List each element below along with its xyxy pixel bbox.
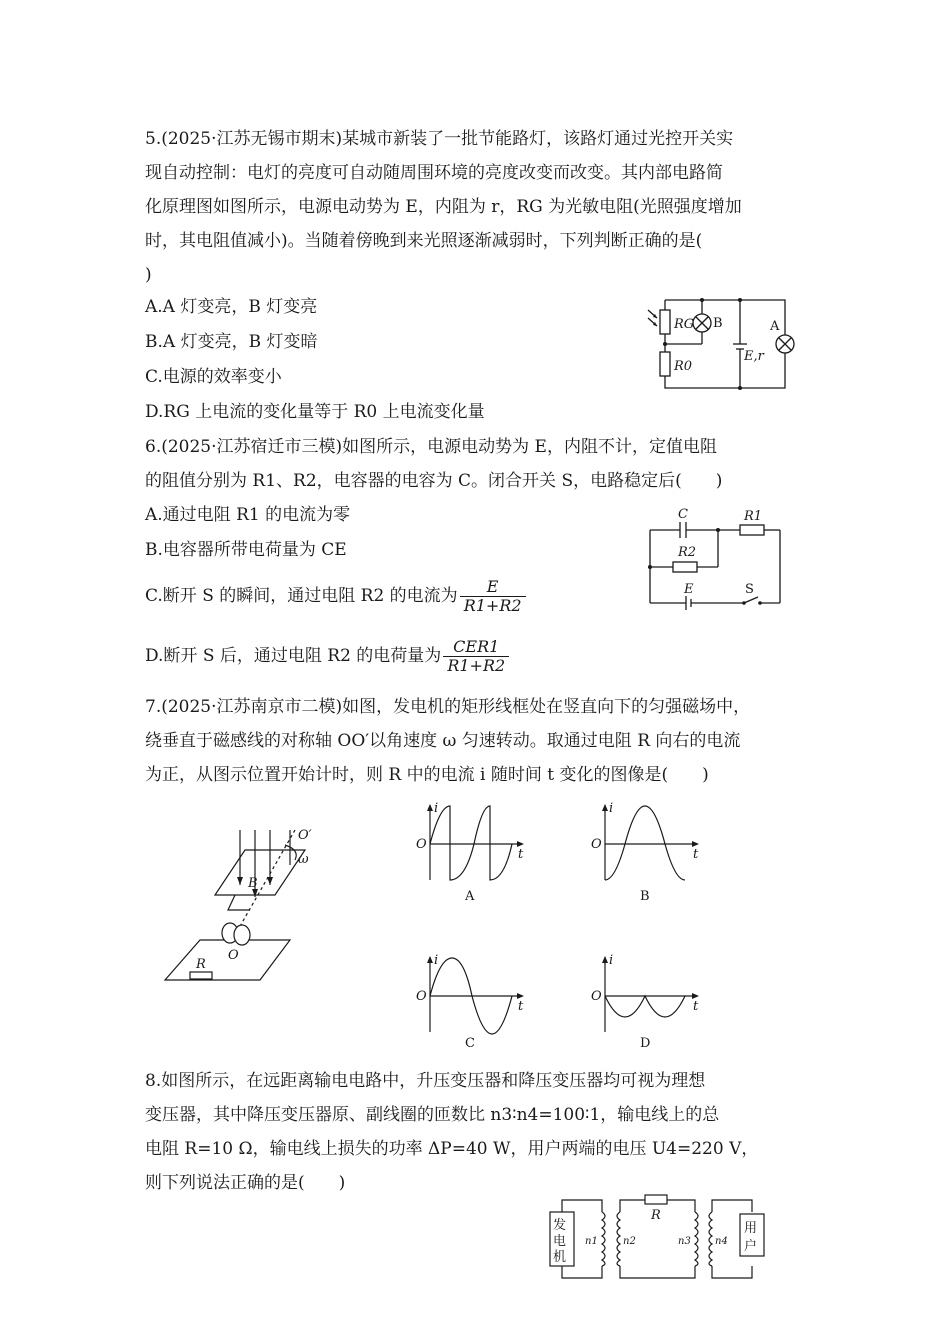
- q6-option-d-fraction: [443, 638, 509, 675]
- q6-label-s: S: [745, 582, 754, 597]
- fraction-numerator: CER1: [443, 638, 509, 657]
- question-6-stem: [145, 430, 825, 498]
- graph-i-label: i: [609, 801, 614, 816]
- fraction-denominator: R1+R2: [447, 656, 506, 675]
- question-8-stem: [145, 1064, 825, 1200]
- graph-t-label: t: [518, 847, 524, 862]
- q5-label-r0: R0: [674, 359, 693, 374]
- q7-graph-b[interactable]: [585, 800, 715, 905]
- q5-line: 化原理图如图所示，电源电动势为 E，内阻为 r，RG 为光敏电阻(光照强度增加: [145, 197, 742, 217]
- q6-label-r1: R1: [744, 509, 763, 524]
- graph-origin-label: O: [591, 989, 602, 1004]
- q5-option-b[interactable]: B.A 灯变亮，B 灯变暗: [145, 332, 318, 352]
- graph-t-label: t: [518, 999, 524, 1014]
- q6-option-c[interactable]: [145, 578, 526, 615]
- graph-origin-label: O: [416, 837, 427, 852]
- fraction-denominator: R1+R2: [463, 596, 522, 615]
- q8-label-n1: n1: [585, 1236, 598, 1247]
- graph-i-label: i: [609, 953, 614, 968]
- q7-graph-c[interactable]: [410, 952, 540, 1057]
- q5-line: 5.(2025·江苏无锡市期末)某城市新装了一批节能路灯，该路灯通过光控开关实: [145, 129, 734, 149]
- q8-line: 变压器，其中降压变压器原、副线圈的匝数比 n3∶n4=100∶1，输电线上的总: [145, 1105, 720, 1125]
- q7-line: 绕垂直于磁感线的对称轴 OO′以角速度 ω 匀速转动。取通过电阻 R 向右的电流: [145, 731, 741, 751]
- q5-option-a[interactable]: A.A 灯变亮，B 灯变亮: [145, 297, 318, 317]
- q5-circuit-diagram: [640, 288, 810, 398]
- q6-circuit-diagram: [640, 505, 790, 610]
- q7-generator-diagram: [160, 825, 320, 985]
- q5-option-d[interactable]: D.RG 上电流的变化量等于 R0 上电流变化量: [145, 402, 485, 422]
- graph-t-label: t: [693, 999, 699, 1014]
- q8-generator-char: 发: [553, 1218, 567, 1233]
- q8-label-n4: n4: [715, 1236, 728, 1247]
- q6-option-c-fraction: [460, 578, 526, 615]
- q8-line: 电阻 R=10 Ω，输电线上损失的功率 ΔP=40 W，用户两端的电压 U4=220 V，: [145, 1139, 759, 1159]
- q6-line: 6.(2025·江苏宿迁市三模)如图所示，电源电动势为 E，内阻不计，定值电阻: [145, 437, 717, 457]
- graph-d-caption: D: [640, 1036, 651, 1051]
- question-5-stem: [145, 122, 825, 292]
- q7-label-r: R: [196, 957, 206, 972]
- q6-label-c: C: [678, 507, 688, 522]
- q6-option-d-text: D.断开 S 后，通过电阻 R2 的电荷量为: [145, 646, 442, 666]
- q8-line: 8.如图所示，在远距离输电电路中，升压变压器和降压变压器均可视为理想: [145, 1071, 706, 1091]
- q5-option-c[interactable]: C.电源的效率变小: [145, 367, 282, 387]
- graph-i-label: i: [434, 801, 439, 816]
- q5-line: 现自动控制：电灯的亮度可自动随周围环境的亮度改变而改变。其内部电路简: [145, 163, 723, 183]
- graph-b-caption: B: [640, 889, 650, 904]
- q6-line: 的阻值分别为 R1、R2，电容器的电容为 C。闭合开关 S，电路稳定后( ): [145, 471, 723, 491]
- q7-label-oprime: O′: [298, 828, 312, 843]
- graph-origin-label: O: [416, 989, 427, 1004]
- q7-label-b: B: [248, 876, 258, 891]
- q5-label-rg: RG: [674, 317, 695, 332]
- q7-label-o: O: [228, 948, 239, 963]
- q7-graph-d[interactable]: [585, 952, 715, 1057]
- q6-label-e: E: [684, 582, 694, 597]
- q6-option-b[interactable]: B.电容器所带电荷量为 CE: [145, 540, 347, 560]
- graph-c-caption: C: [465, 1036, 475, 1051]
- q5-label-b: B: [713, 316, 723, 331]
- q5-label-er: E,r: [744, 349, 764, 364]
- q8-line: 则下列说法正确的是( ): [145, 1173, 346, 1193]
- q8-label-n3: n3: [678, 1236, 691, 1247]
- q8-transmission-diagram: [545, 1192, 775, 1284]
- q6-option-a[interactable]: A.通过电阻 R1 的电流为零: [145, 505, 351, 525]
- graph-origin-label: O: [591, 837, 602, 852]
- q6-label-r2: R2: [678, 545, 697, 560]
- graph-a-caption: A: [465, 889, 475, 904]
- q6-option-c-text: C.断开 S 的瞬间，通过电阻 R2 的电流为: [145, 586, 458, 606]
- q8-label-r: R: [651, 1208, 661, 1223]
- q6-option-d[interactable]: [145, 638, 509, 675]
- q8-label-n2: n2: [623, 1236, 636, 1247]
- q8-user-char: 户: [744, 1239, 758, 1254]
- graph-i-label: i: [434, 953, 439, 968]
- q7-label-omega: ω: [298, 852, 309, 867]
- q5-line: ): [145, 265, 152, 285]
- q8-generator-char: 电: [553, 1234, 567, 1249]
- graph-t-label: t: [693, 847, 699, 862]
- question-7-stem: [145, 690, 825, 792]
- q8-user-char: 用: [744, 1221, 758, 1236]
- q5-line: 时，其电阻值减小)。当随着傍晚到来光照逐渐减弱时，下列判断正确的是(: [145, 231, 703, 251]
- q5-label-a: A: [770, 319, 780, 334]
- fraction-numerator: E: [460, 578, 526, 597]
- q7-line: 7.(2025·江苏南京市二模)如图，发电机的矩形线框处在竖直向下的匀强磁场中，: [145, 697, 751, 717]
- q7-graph-a[interactable]: [410, 800, 540, 905]
- q7-line: 为正，从图示位置开始计时，则 R 中的电流 i 随时间 t 变化的图像是( ): [145, 765, 709, 785]
- q8-generator-char: 机: [553, 1250, 567, 1265]
